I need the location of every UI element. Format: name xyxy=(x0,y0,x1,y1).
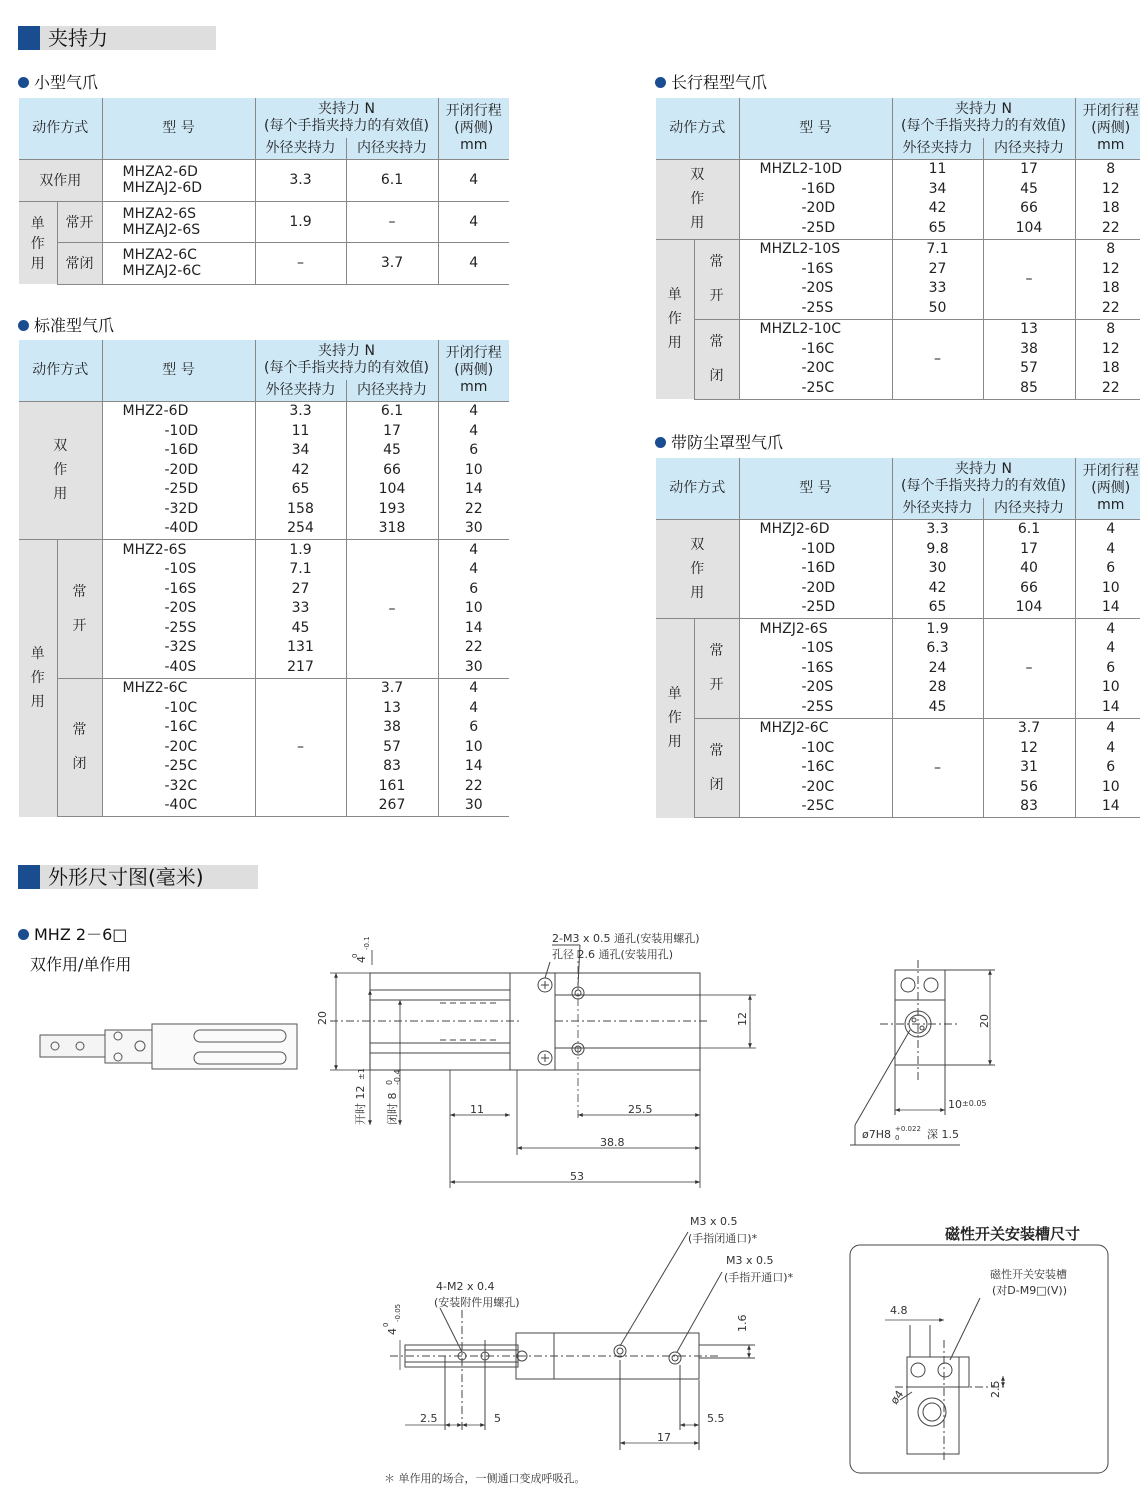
slot-labels xyxy=(888,1267,1067,1407)
svg-text:±1: ±1 xyxy=(357,1068,366,1080)
outer-cell: 1.9 6.3 24 28 45 xyxy=(892,619,983,719)
svg-text:0: 0 xyxy=(385,1079,394,1085)
svg-text:(安装附件用螺孔): (安装附件用螺孔) xyxy=(434,1296,520,1309)
mode-double: 双作用 xyxy=(19,159,102,201)
model-cell: MHZL2-10C -16C -20C -25C xyxy=(739,319,892,399)
svg-text:磁性开关安装槽: 磁性开关安装槽 xyxy=(990,1268,1067,1281)
hdr-force: 夹持力 N (每个手指夹持力的有效值) xyxy=(892,98,1075,138)
model-cell: MHZA2-6D MHZAJ2-6D xyxy=(102,159,255,201)
hdr-mode: 动作方式 xyxy=(19,340,102,401)
inner-cell: – xyxy=(983,619,1075,719)
stroke-cell: 8 12 18 22 xyxy=(1075,239,1140,319)
svg-text:0: 0 xyxy=(895,1134,900,1142)
mode-double: 双 作 用 xyxy=(656,159,739,239)
hdr-force: 夹持力 N (每个手指夹持力的有效值) xyxy=(255,340,438,380)
svg-text:(手指闭通口)*: (手指闭通口)* xyxy=(688,1232,758,1245)
model-cell: MHZJ2-6D -10D -16D -20D -25D xyxy=(739,519,892,619)
model-cell: MHZA2-6C MHZAJ2-6C xyxy=(102,242,255,284)
svg-text:闭时 8: 闭时 8 xyxy=(386,1092,399,1125)
hdr-stroke: 开闭行程 (两侧) mm xyxy=(1075,458,1140,519)
hdr-stroke: 开闭行程 (两侧) mm xyxy=(438,340,509,401)
inner-cell: 3.7 13 38 57 83 161 267 xyxy=(346,678,438,817)
stroke-cell: 4 xyxy=(438,201,509,242)
svg-text:5: 5 xyxy=(494,1412,501,1425)
inner-cell: – xyxy=(346,540,438,679)
svg-text:＊ 单作用的场合，一侧通口变成呼吸孔。: ＊ 单作用的场合，一侧通口变成呼吸孔。 xyxy=(384,1472,586,1485)
inner-cell: 17 45 66 104 xyxy=(983,159,1075,239)
svg-text:4.8: 4.8 xyxy=(890,1304,908,1317)
svg-text:孔径 2.6 通孔(安装用孔): 孔径 2.6 通孔(安装用孔) xyxy=(552,948,674,961)
svg-text:(手指开通口)*: (手指开通口)* xyxy=(724,1271,794,1284)
hdr-mode: 动作方式 xyxy=(656,98,739,159)
svg-text:-0.05: -0.05 xyxy=(394,1303,402,1322)
inner-cell: 6.1 17 40 66 104 xyxy=(983,519,1075,619)
svg-text:5.5: 5.5 xyxy=(707,1412,725,1425)
outer-cell: – xyxy=(255,242,346,284)
svg-text:38.8: 38.8 xyxy=(600,1136,625,1149)
svg-text:ø4: ø4 xyxy=(887,1388,907,1407)
mode-single: 单 作 用 xyxy=(19,201,57,284)
model-cell: MHZA2-6S MHZAJ2-6S xyxy=(102,201,255,242)
gripper-side-view xyxy=(850,960,995,1145)
subhead-long: 长行程型气爪 xyxy=(655,70,767,93)
outer-cell: 1.9 xyxy=(255,201,346,242)
mode-single: 单 作 用 xyxy=(656,619,694,818)
mode-nc: 常 闭 xyxy=(694,319,739,399)
hdr-mode: 动作方式 xyxy=(19,98,102,159)
stroke-cell: 8 12 18 22 xyxy=(1075,319,1140,399)
model-cell: MHZ2-6D -10D -16D -20D -25D -32D -40D xyxy=(102,401,255,540)
slot-title: 磁性开关安装槽尺寸 xyxy=(945,1225,1081,1243)
section-title: 夹持力 xyxy=(48,26,108,50)
inner-cell: 3.7 12 31 56 83 xyxy=(983,718,1075,818)
inner-cell: – xyxy=(346,201,438,242)
hdr-mode: 动作方式 xyxy=(656,458,739,519)
svg-text:M3 x 0.5: M3 x 0.5 xyxy=(690,1215,738,1228)
stroke-cell: 4 xyxy=(438,159,509,201)
mode-double: 双 作 用 xyxy=(19,401,102,540)
mode-single: 单 作 用 xyxy=(656,239,694,399)
stroke-cell: 8 12 18 22 xyxy=(1075,159,1140,239)
hdr-model: 型 号 xyxy=(102,98,255,159)
svg-text:-0.1: -0.1 xyxy=(363,936,371,950)
model-cell: MHZJ2-6S -10S -16S -20S -25S xyxy=(739,619,892,719)
mode-nc: 常 闭 xyxy=(694,718,739,818)
mode-double: 双 作 用 xyxy=(656,519,739,619)
outer-cell: – xyxy=(255,678,346,817)
mode-single: 单 作 用 xyxy=(19,540,57,817)
svg-text:开时 12: 开时 12 xyxy=(354,1085,367,1125)
svg-text:+0.022: +0.022 xyxy=(895,1125,921,1133)
outer-cell: 11 34 42 65 xyxy=(892,159,983,239)
inner-cell: 3.7 xyxy=(346,242,438,284)
model-cell: MHZL2-10S -16S -20S -25S xyxy=(739,239,892,319)
hdr-model: 型 号 xyxy=(102,340,255,401)
svg-text:2.5: 2.5 xyxy=(420,1412,438,1425)
stroke-cell: 4 4 6 10 14 xyxy=(1075,718,1140,818)
svg-text:1.6: 1.6 xyxy=(736,1314,749,1332)
mode-no: 常 开 xyxy=(694,619,739,719)
section-title: 外形尺寸图(毫米) xyxy=(48,865,204,889)
mode-nc: 常 闭 xyxy=(57,678,102,817)
hdr-outer: 外径夹持力 xyxy=(892,498,983,519)
svg-text:10: 10 xyxy=(948,1098,962,1111)
svg-text:25.5: 25.5 xyxy=(628,1103,653,1116)
dim-labels-front xyxy=(316,931,749,1183)
svg-text:4: 4 xyxy=(386,1328,399,1335)
svg-text:20: 20 xyxy=(978,1014,991,1028)
hdr-stroke: 开闭行程 (两侧) mm xyxy=(438,98,509,159)
subhead-standard: 标准型气爪 xyxy=(18,313,114,336)
stroke-cell: 4 xyxy=(438,242,509,284)
svg-text:4-M2 x 0.4: 4-M2 x 0.4 xyxy=(436,1280,495,1293)
stroke-cell: 4 4 6 10 14 xyxy=(1075,519,1140,619)
svg-text:2-M3 x 0.5 通孔(安装用螺孔): 2-M3 x 0.5 通孔(安装用螺孔) xyxy=(552,932,700,945)
model-label: MHZ 2－6□ xyxy=(18,922,127,945)
action-label: 双作用/单作用 xyxy=(30,955,132,974)
svg-text:(对D-M9□(V)): (对D-M9□(V)) xyxy=(992,1284,1068,1297)
svg-text:20: 20 xyxy=(316,1011,329,1025)
hdr-model: 型 号 xyxy=(739,98,892,159)
hdr-inner: 内径夹持力 xyxy=(346,380,438,401)
svg-text:±0.05: ±0.05 xyxy=(962,1099,987,1108)
stroke-cell: 4 4 6 10 14 22 30 xyxy=(438,401,509,540)
model-cell: MHZ2-6S -10S -16S -20S -25S -32S -40S xyxy=(102,540,255,679)
subhead-dust: 带防尘罩型气爪 xyxy=(655,430,783,453)
hdr-model: 型 号 xyxy=(739,458,892,519)
stroke-cell: 4 4 6 10 14 22 30 xyxy=(438,540,509,679)
svg-text:11: 11 xyxy=(470,1103,484,1116)
hdr-inner: 内径夹持力 xyxy=(983,138,1075,159)
outer-cell: – xyxy=(892,718,983,818)
gripper-iso-view xyxy=(40,1024,297,1069)
stroke-cell: 4 4 6 10 14 22 30 xyxy=(438,678,509,817)
subhead-small: 小型气爪 xyxy=(18,70,98,93)
hdr-inner: 内径夹持力 xyxy=(983,498,1075,519)
outer-cell: 3.3 xyxy=(255,159,346,201)
outer-cell: 3.3 9.8 30 42 65 xyxy=(892,519,983,619)
svg-text:ø7H8: ø7H8 xyxy=(862,1128,891,1141)
hdr-outer: 外径夹持力 xyxy=(255,138,346,159)
hdr-stroke: 开闭行程 (两侧) mm xyxy=(1075,98,1140,159)
svg-text:深 1.5: 深 1.5 xyxy=(927,1128,959,1141)
hdr-force: 夹持力 N (每个手指夹持力的有效值) xyxy=(255,98,438,138)
hdr-outer: 外径夹持力 xyxy=(892,138,983,159)
mode-no: 常开 xyxy=(57,201,102,242)
inner-cell: – xyxy=(983,239,1075,319)
svg-text:-0.4: -0.4 xyxy=(393,1069,402,1085)
inner-cell: 6.1 17 45 66 104 193 318 xyxy=(346,401,438,540)
gripper-bottom-view xyxy=(390,1232,755,1450)
svg-text:2.5: 2.5 xyxy=(989,1380,1002,1398)
outer-cell: 3.3 11 34 42 65 158 254 xyxy=(255,401,346,540)
hdr-outer: 外径夹持力 xyxy=(255,380,346,401)
model-cell: MHZ2-6C -10C -16C -20C -25C -32C -40C xyxy=(102,678,255,817)
outer-cell: – xyxy=(892,319,983,399)
mode-no: 常 开 xyxy=(694,239,739,319)
hdr-inner: 内径夹持力 xyxy=(346,138,438,159)
mode-no: 常 开 xyxy=(57,540,102,679)
svg-text:M3 x 0.5: M3 x 0.5 xyxy=(726,1254,774,1267)
dims-front xyxy=(330,950,756,1188)
svg-text:53: 53 xyxy=(570,1170,584,1183)
svg-text:12: 12 xyxy=(736,1012,749,1026)
svg-text:0: 0 xyxy=(351,953,359,958)
svg-text:17: 17 xyxy=(657,1431,671,1444)
mode-nc: 常闭 xyxy=(57,242,102,284)
inner-cell: 6.1 xyxy=(346,159,438,201)
outer-cell: 1.9 7.1 27 33 45 131 217 xyxy=(255,540,346,679)
stroke-cell: 4 4 6 10 14 xyxy=(1075,619,1140,719)
model-cell: MHZJ2-6C -10C -16C -20C -25C xyxy=(739,718,892,818)
slot-detail xyxy=(850,1245,1108,1473)
model-cell: MHZL2-10D -16D -20D -25D xyxy=(739,159,892,239)
svg-text:0: 0 xyxy=(382,1322,390,1327)
inner-cell: 13 38 57 85 xyxy=(983,319,1075,399)
outer-cell: 7.1 27 33 50 xyxy=(892,239,983,319)
hdr-force: 夹持力 N (每个手指夹持力的有效值) xyxy=(892,458,1075,498)
svg-text:4: 4 xyxy=(355,956,368,963)
